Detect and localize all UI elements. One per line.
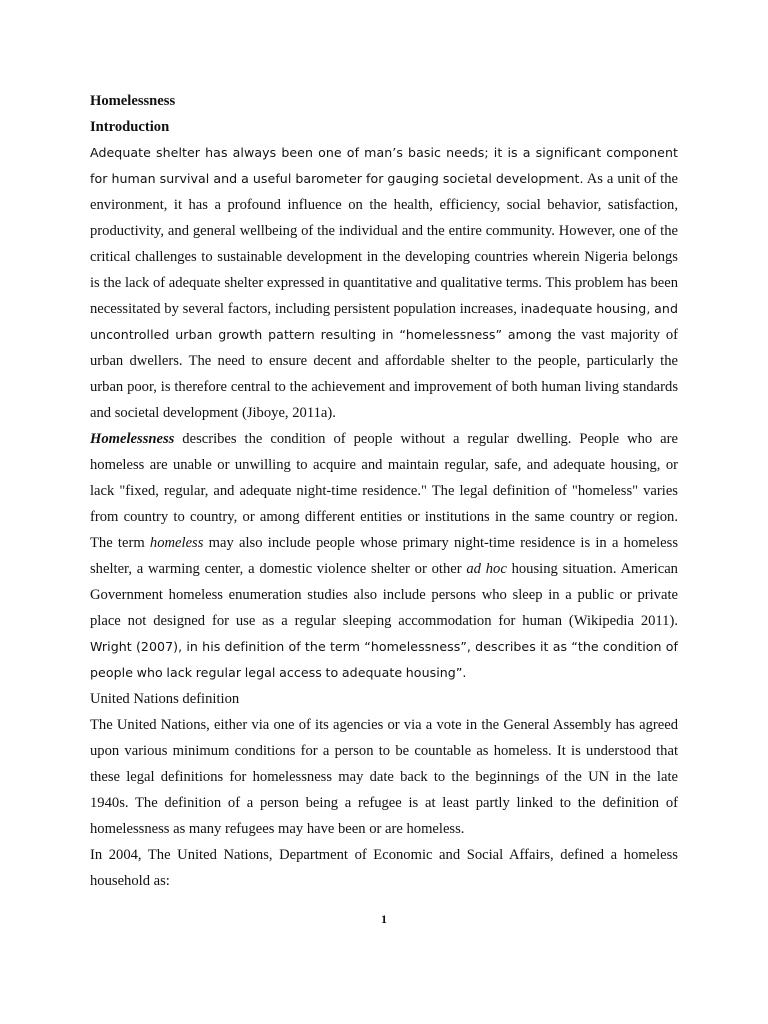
homelessness-term: Homelessness — [90, 431, 175, 447]
homeless-term: homeless — [149, 535, 204, 551]
homelessness-paragraph — [90, 426, 678, 686]
homelessness-text-part-4: Wright (2007), in his definition of the term “homelessness”, describes it as “the condition of people who lack regular legal access to adequate housing”. — [90, 639, 678, 680]
un-definition-heading: United Nations definition — [90, 691, 240, 707]
un-paragraph: The United Nations, either via one of its agencies or via a vote in the General Assembly has agreed upon various minimum conditions for a person to be countable as homeless. It is understood that these legal definitions for homelessness may date back to the beginnings of the UN in the late 1940s. The definition of a person being a refugee is at least partly linked to the definition of homelessness as many refugees may have been or are homeless. — [90, 717, 678, 837]
intro-paragraph — [90, 140, 678, 426]
intro-text-part-1: Adequate shelter has always been one of man’s basic needs; it is a significant component for human survival and a useful barometer for gauging societal development. — [90, 145, 678, 186]
intro-text-part-4: the vast majority of urban dwellers. The need to ensure decent and affordable shelter to the people, particularly the urban poor, is therefore central to the achievement and improvement of both human living standards and societal development (Jiboye, 2011a). — [90, 327, 678, 421]
page-number: 1 — [381, 912, 387, 926]
homelessness-text-part-3: housing situation. American Government homeless enumeration studies also include persons who sleep in a public or private place not designed for use as a regular sleeping accommodation for human (Wikipedia 2011). — [90, 561, 678, 629]
introduction-heading: Introduction — [90, 119, 170, 135]
ad-hoc-term: ad hoc — [466, 561, 507, 577]
document-body — [90, 88, 678, 894]
homelessness-text-part-2: may also include people whose primary night-time residence is in a homeless shelter, a warming center, a domestic violence shelter or other — [90, 535, 678, 577]
homelessness-text-part-1: describes the condition of people without a regular dwelling. People who are homeless are unable or unwilling to acquire and maintain regular, safe, and adequate housing, or lack "fixed, regular, and adequate night-time residence." The legal definition of "homeless" varies from country to country, or among different entities or institutions in the same country or region. The term — [90, 431, 678, 551]
intro-text-part-2: As a unit of the environment, it has a profound influence on the health, efficiency, social behavior, satisfaction, productivity, and general wellbeing of the individual and the entire community. However, one of the critical challenges to sustainable development in the developing countries wherein Nigeria belongs is the lack of adequate shelter expressed in quantitative and qualitative terms. This problem has been necessitated by several factors, including persistent population increases, — [90, 171, 678, 317]
intro-text-part-3: inadequate housing, and uncontrolled urban growth pattern resulting in “homelessness” among — [90, 301, 679, 342]
un-2004-paragraph: In 2004, The United Nations, Department of Economic and Social Affairs, defined a homeless household as: — [90, 847, 678, 889]
document-title: Homelessness — [90, 93, 176, 109]
